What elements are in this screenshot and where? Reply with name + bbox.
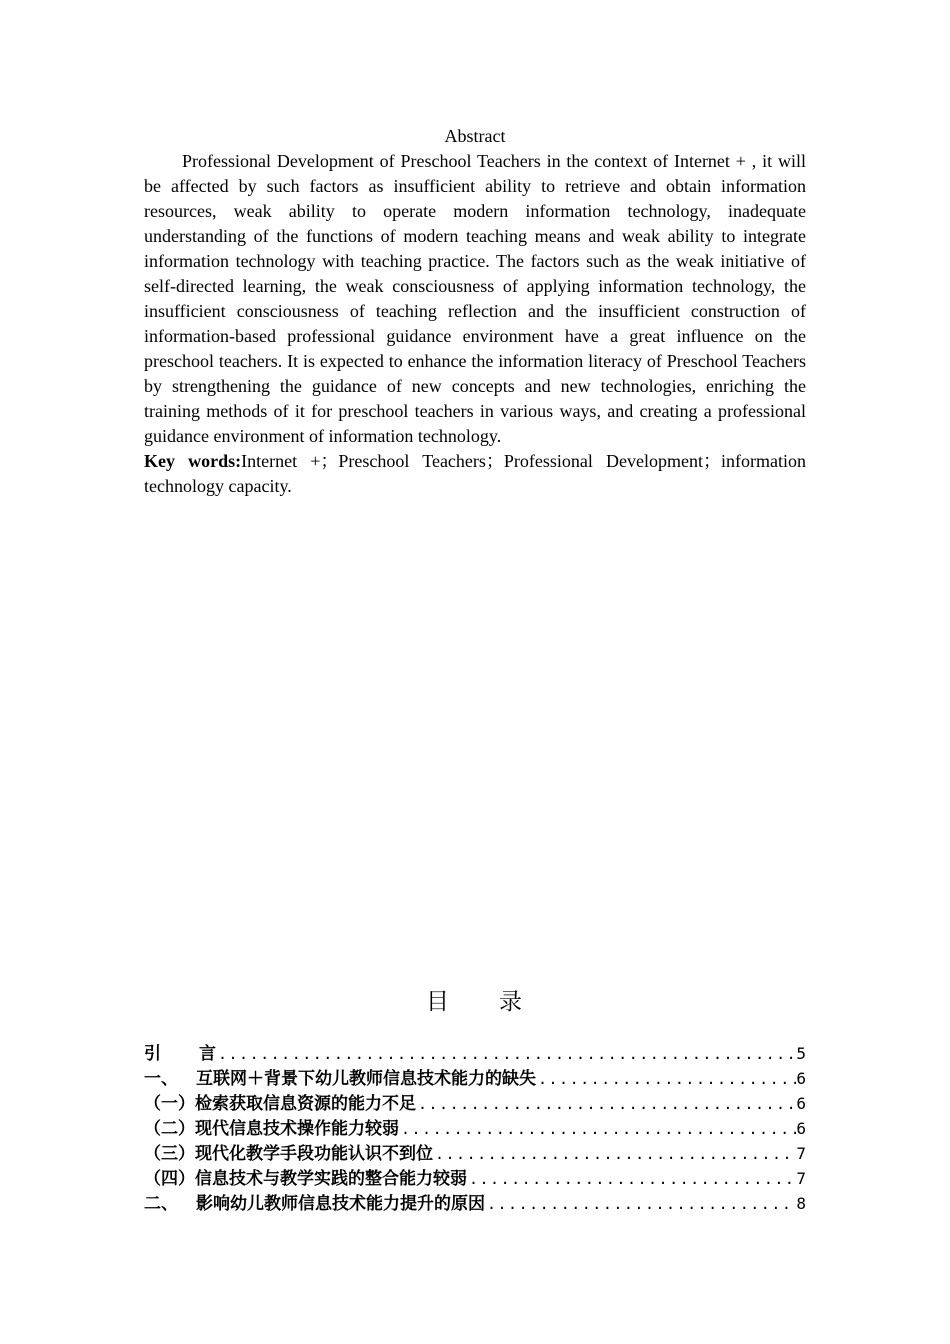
toc-entry-number: 二、 bbox=[144, 1194, 178, 1214]
toc-entry-chapter-1[interactable] bbox=[144, 1066, 806, 1091]
abstract-title: Abstract bbox=[444, 126, 506, 146]
toc-leader-dots bbox=[485, 1192, 796, 1217]
toc-title bbox=[0, 986, 950, 1018]
toc-entry-title: 互联网＋背景下幼儿教师信息技术能力的缺失 bbox=[196, 1069, 536, 1089]
toc-page-number: 7 bbox=[796, 1144, 806, 1163]
abstract-body: Professional Development of Preschool Teachers in the context of Internet + , it will be affected by such factors as insufficient ability to retrieve and obtain information resources, weak ability to operate modern information technology, inadequate understanding of the functions of modern teaching means and weak ability to integrate information technology with teaching practice. The factors such as the weak initiative of self-directed learning, the weak consciousness of applying information technology, the insufficient consciousness of teaching reflection and the insufficient construction of information-based professional guidance environment have a great influence on the preschool teachers. It is expected to enhance the information literacy of Preschool Teachers by strengthening the guidance of new concepts and new technologies, enriching the training methods of it for preschool teachers in various ways, and creating a professional guidance environment of information technology. bbox=[144, 151, 806, 446]
toc-page-number: 6 bbox=[796, 1094, 806, 1113]
toc-leader-dots bbox=[433, 1142, 796, 1167]
toc-leader-dots bbox=[467, 1167, 796, 1192]
toc-intro-char-1: 引 bbox=[144, 1044, 161, 1064]
toc-page-number: 5 bbox=[796, 1044, 806, 1063]
keywords-line bbox=[144, 449, 806, 499]
toc-entry-section-1-2[interactable] bbox=[144, 1116, 806, 1141]
toc-entry-section-1-4[interactable] bbox=[144, 1166, 806, 1191]
toc-leader-dots bbox=[416, 1092, 796, 1117]
toc-entry-label: （四）信息技术与教学实践的整合能力较弱 bbox=[144, 1169, 467, 1189]
toc-entry-intro[interactable] bbox=[144, 1041, 806, 1066]
toc-list bbox=[144, 1041, 806, 1216]
toc-entry-section-1-1[interactable] bbox=[144, 1091, 806, 1116]
keywords-label: Key words: bbox=[144, 451, 242, 471]
toc-leader-dots bbox=[216, 1042, 796, 1067]
abstract-section bbox=[144, 124, 806, 499]
toc-page-number: 6 bbox=[796, 1069, 806, 1088]
keywords-text: Internet +；Preschool Teachers；Professional Development；information technology capacity. bbox=[144, 451, 806, 496]
toc-entry-label bbox=[144, 1042, 216, 1067]
toc-page-number: 7 bbox=[796, 1169, 806, 1188]
toc-page-number: 8 bbox=[796, 1194, 806, 1213]
toc-leader-dots bbox=[399, 1117, 796, 1142]
toc-entry-label: （三）现代化教学手段功能认识不到位 bbox=[144, 1144, 433, 1164]
toc-entry-label bbox=[144, 1192, 485, 1217]
toc-entry-number: 一、 bbox=[144, 1069, 178, 1089]
toc-entry-label: （二）现代信息技术操作能力较弱 bbox=[144, 1119, 399, 1139]
toc-entry-section-1-3[interactable] bbox=[144, 1141, 806, 1166]
toc-entry-label bbox=[144, 1067, 536, 1092]
toc-title-char-2: 录 bbox=[499, 989, 524, 1015]
toc-entry-label: （一）检索获取信息资源的能力不足 bbox=[144, 1094, 416, 1114]
toc-title-char-1: 目 bbox=[426, 989, 451, 1015]
toc-entry-chapter-2[interactable] bbox=[144, 1191, 806, 1216]
toc-intro-char-2: 言 bbox=[199, 1044, 216, 1064]
toc-leader-dots bbox=[536, 1067, 796, 1092]
toc-page-number: 6 bbox=[796, 1119, 806, 1138]
toc-entry-title: 影响幼儿教师信息技术能力提升的原因 bbox=[196, 1194, 485, 1214]
